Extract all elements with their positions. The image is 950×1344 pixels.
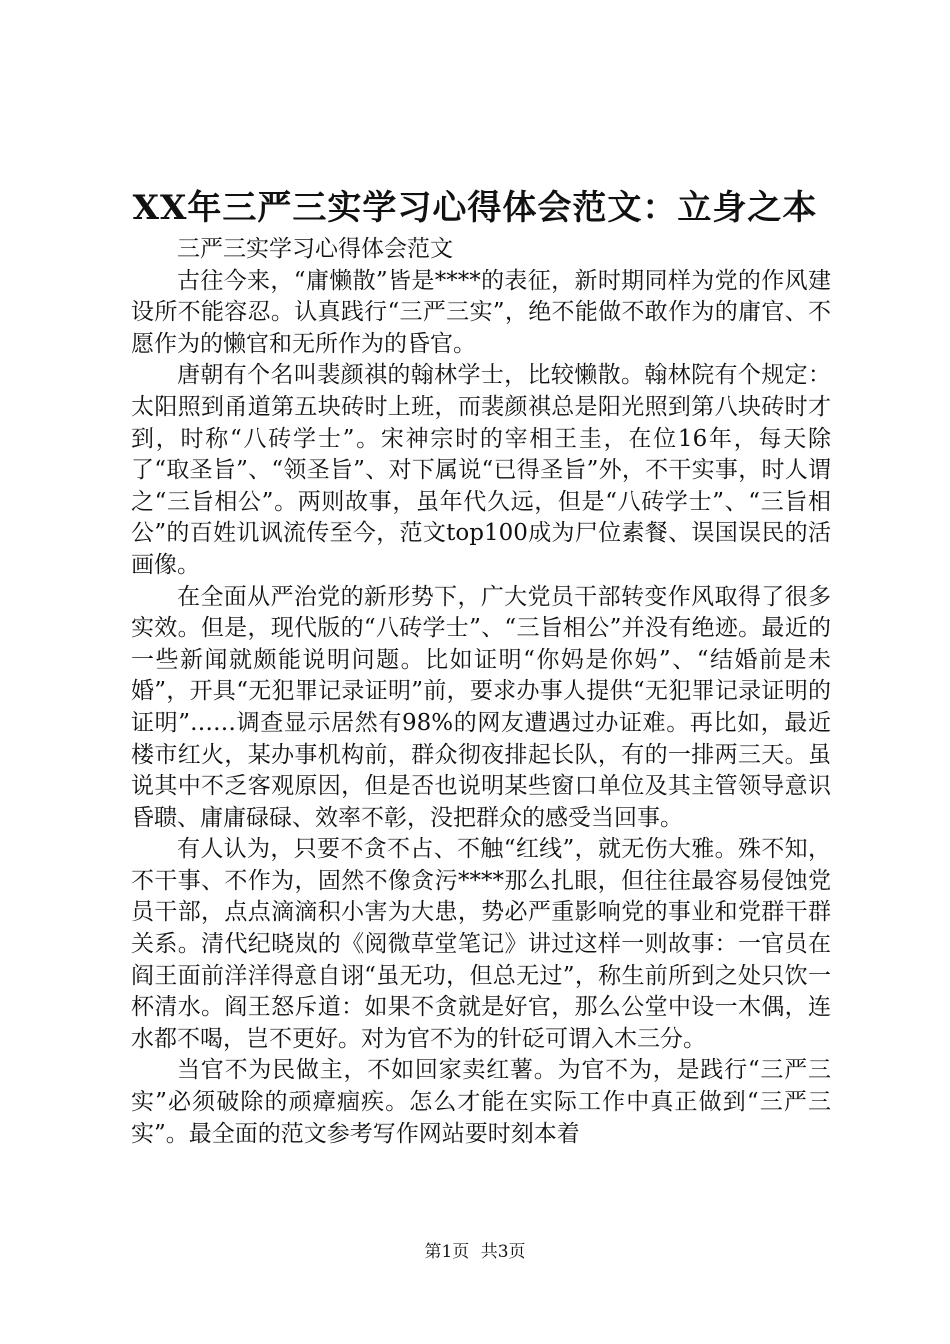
document-body [131, 234, 831, 1150]
page-footer [0, 1240, 950, 1264]
paragraph-4: 有人认为，只要不贪不占、不触“红线”，就无伤大雅。殊不知，不干事、不作为，固然不像贪污****那么扎眼，但往往最容易侵蚀党员干部，点点滴滴积小害为大患，势必严重影响党的事业和党群干群关系。清代纪晓岚的《阅微草堂笔记》讲过这样一则故事：一官员在阎王面前洋洋得意自诩“虽无功，但总无过”，称生前所到之处只饮一杯清水。阎王怒斥道：如果不贪就是好官，那么公堂中设一木偶，连水都不喝，岂不更好。对为官不为的针砭可谓入木三分。 [131, 836, 831, 1052]
page-number-total: 共3页 [480, 1242, 526, 1262]
paragraph-3: 在全面从严治党的新形势下，广大党员干部转变作风取得了很多实效。但是，现代版的“八砖学士”、“三旨相公”并没有绝迹。最近的一些新闻就颇能说明问题。比如证明“你妈是你妈”、“结婚前是未婚”，开具“无犯罪记录证明”前，要求办事人提供“无犯罪记录证明的证明”……调查显示居然有98%的网友遭遇过办证难。再比如，最近楼市红火，某办事机构前，群众彻夜排起长队，有的一排两三天。虽说其中不乏客观原因，但是否也说明某些窗口单位及其主管领导意识昏聩、庸庸碌碌、效率不彰，没把群众的感受当回事。 [131, 583, 831, 831]
paragraph-2: 唐朝有个名叫裴颜祺的翰林学士，比较懒散。翰林院有个规定：太阳照到甬道第五块砖时上班，而裴颜祺总是阳光照到第八块砖时才到，时称“八砖学士”。宋神宗时的宰相王圭，在位16年，每天除了“取圣旨”、“领圣旨”、对下属说“已得圣旨”外，不干实事，时人谓之“三旨相公”。两则故事，虽年代久远，但是“八砖学士”、“三旨相公”的百姓讥讽流传至今，范文top100成为尸位素餐、误国误民的活画像。 [131, 362, 831, 578]
paragraph-1: 古往今来，“庸懒散”皆是****的表征，新时期同样为党的作风建设所不能容忍。认真践行“三严三实”，绝不能做不敢作为的庸官、不愿作为的懒官和无所作为的昏官。 [131, 267, 831, 357]
document-subtitle: 三严三实学习心得体会范文 [177, 236, 453, 262]
page-number-current: 第1页 [424, 1242, 470, 1262]
document-title: XX年三严三实学习心得体会范文：立身之本 [132, 188, 818, 228]
paragraph-5: 当官不为民做主，不如回家卖红薯。为官不为，是践行“三严三实”必须破除的顽瘴痼疾。怎么才能在实际工作中真正做到“三严三实”。最全面的范文参考写作网站要时刻本着 [131, 1057, 831, 1147]
